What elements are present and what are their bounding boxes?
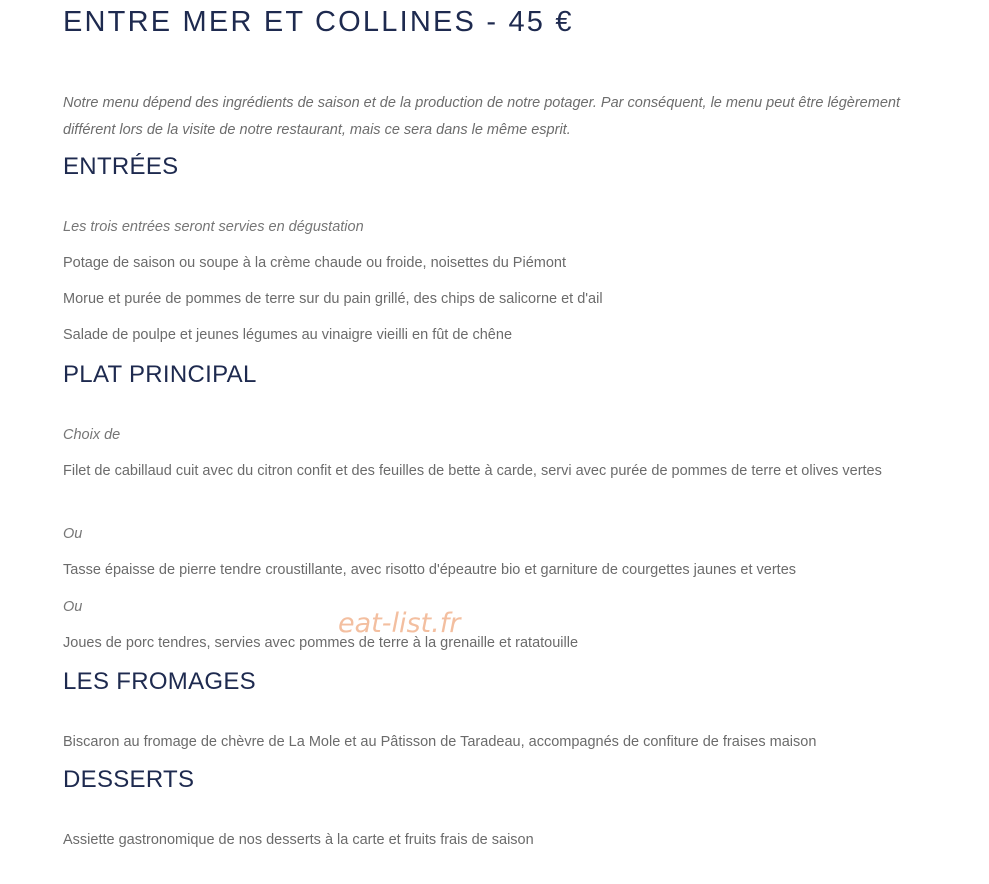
plat-note: Choix de [63, 427, 121, 443]
fromages-heading: LES FROMAGES [63, 668, 256, 695]
plat-principal-heading: PLAT PRINCIPAL [63, 361, 257, 388]
watermark: eat-list.fr [338, 608, 461, 639]
menu-intro: Notre menu dépend des ingrédients de saison et de la production de notre potager. Par conséquent, le menu peut être légèrement différent lors de la visite de notre restaurant, mais ce sera dans le même esprit. [63, 95, 900, 138]
entrees-note: Les trois entrées seront servies en dégustation [63, 219, 364, 235]
entrees-heading: ENTRÉES [63, 153, 179, 180]
plat-separator: Ou [63, 526, 83, 542]
plat-item: Joues de porc tendres, servies avec pommes de terre à la grenaille et ratatouille [63, 635, 579, 651]
fromage-item: Biscaron au fromage de chèvre de La Mole et au Pâtisson de Taradeau, accompagnés de confiture de fraises maison [63, 734, 817, 750]
plat-item: Filet de cabillaud cuit avec du citron confit et des feuilles de bette à carde, servi avec purée de pommes de terre et olives vertes [63, 463, 882, 479]
entree-item: Morue et purée de pommes de terre sur du pain grillé, des chips de salicorne et d'ail [63, 291, 603, 307]
entree-item: Salade de poulpe et jeunes légumes au vinaigre vieilli en fût de chêne [63, 327, 513, 343]
plat-item: Tasse épaisse de pierre tendre croustillante, avec risotto d'épeautre bio et garniture de courgettes jaunes et vertes [63, 562, 797, 578]
dessert-item: Assiette gastronomique de nos desserts à la carte et fruits frais de saison [63, 832, 534, 848]
plat-separator: Ou [63, 599, 83, 615]
desserts-heading: DESSERTS [63, 766, 195, 793]
menu-title: ENTRE MER ET COLLINES - 45 € [63, 6, 574, 38]
entree-item: Potage de saison ou soupe à la crème chaude ou froide, noisettes du Piémont [63, 255, 566, 271]
